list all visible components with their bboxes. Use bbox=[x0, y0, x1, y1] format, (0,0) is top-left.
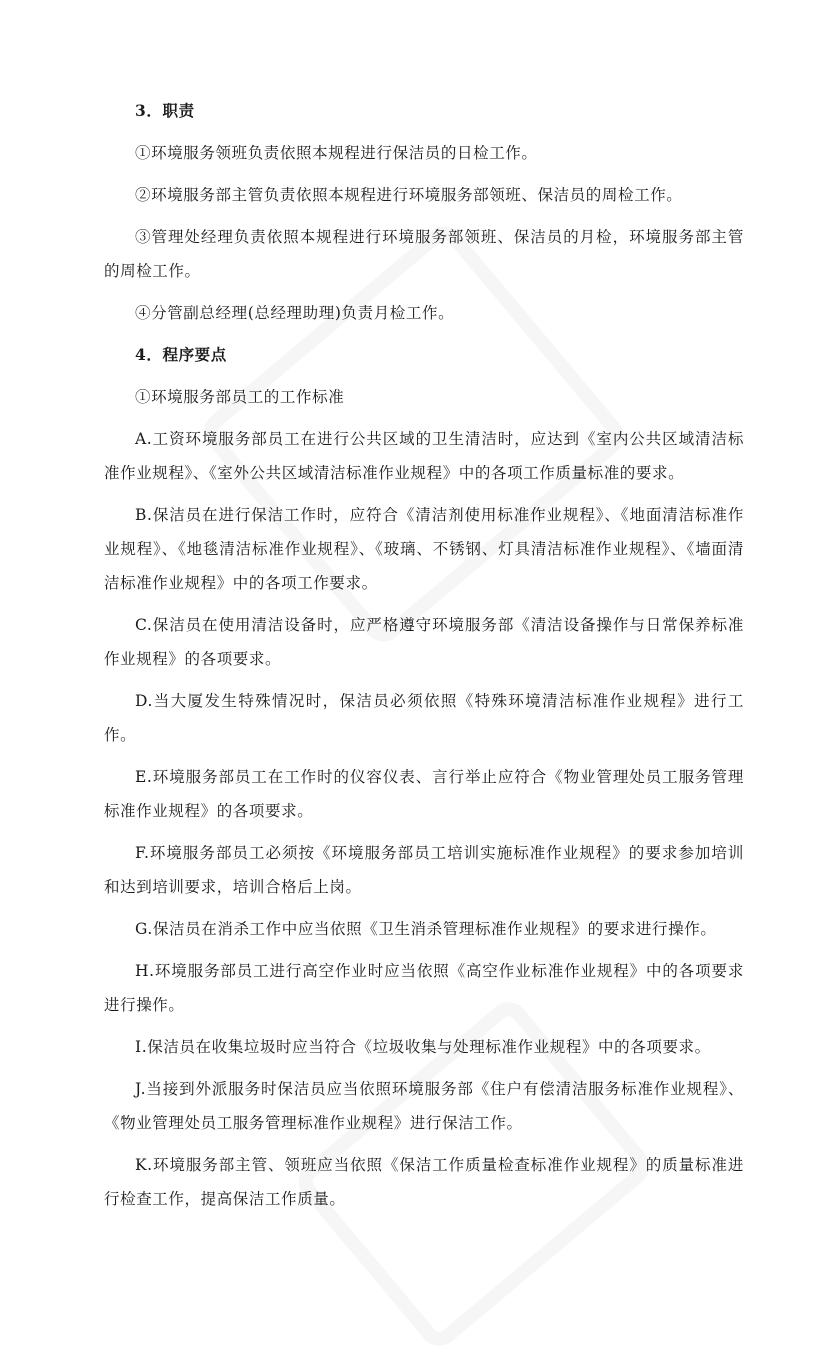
section-4-heading: 4．程序要点 bbox=[135, 345, 227, 364]
responsibility-item: ③管理处经理负责依照本规程进行环境服务部领班、保洁员的月检，环境服务部主管的周检工作。 bbox=[104, 228, 744, 280]
responsibility-item: ④分管副总经理(总经理助理)负责月检工作。 bbox=[135, 304, 455, 322]
procedure-item: B.保洁员在进行保洁工作时，应符合《清洁剂使用标准作业规程》、《地面清洁标准作业规程》、《地毯清洁标准作业规程》、《玻璃、不锈钢、灯具清洁标准作业规程》、《墙面清洁标准作业规程》中的各项工作要求。 bbox=[104, 506, 744, 592]
section-4-subheading: ①环境服务部员工的工作标准 bbox=[135, 388, 345, 406]
procedure-item: D.当大厦发生特殊情况时，保洁员必须依照《特殊环境清洁标准作业规程》进行工作。 bbox=[104, 692, 744, 744]
responsibility-item: ②环境服务部主管负责依照本规程进行环境服务部领班、保洁员的周检工作。 bbox=[135, 186, 683, 204]
document-body bbox=[104, 94, 744, 1224]
procedure-item: F.环境服务部员工必须按《环境服务部员工培训实施标准作业规程》的要求参加培训和达到培训要求，培训合格后上岗。 bbox=[104, 844, 744, 896]
procedure-item: A.工资环境服务部员工在进行公共区域的卫生清洁时，应达到《室内公共区域清洁标准作业规程》、《室外公共区域清洁标准作业规程》中的各项工作质量标准的要求。 bbox=[104, 430, 744, 482]
procedure-item: E.环境服务部员工在工作时的仪容仪表、言行举止应符合《物业管理处员工服务管理标准作业规程》的各项要求。 bbox=[104, 768, 744, 820]
procedure-item: C.保洁员在使用清洁设备时，应严格遵守环境服务部《清洁设备操作与日常保养标准作业规程》的各项要求。 bbox=[104, 616, 744, 668]
responsibility-item: ①环境服务领班负责依照本规程进行保洁员的日检工作。 bbox=[135, 144, 538, 162]
procedure-item: J.当接到外派服务时保洁员应当依照环境服务部《住户有偿清洁服务标准作业规程》、《物业管理处员工服务管理标准作业规程》进行保洁工作。 bbox=[104, 1080, 744, 1132]
procedure-item: G.保洁员在消杀工作中应当依照《卫生消杀管理标准作业规程》的要求进行操作。 bbox=[135, 920, 717, 938]
section-3-heading: 3．职责 bbox=[135, 101, 195, 120]
procedure-item: H.环境服务部员工进行高空作业时应当依照《高空作业标准作业规程》中的各项要求进行操作。 bbox=[104, 962, 744, 1014]
procedure-item: I.保洁员在收集垃圾时应当符合《垃圾收集与处理标准作业规程》中的各项要求。 bbox=[135, 1038, 711, 1056]
procedure-item: K.环境服务部主管、领班应当依照《保洁工作质量检查标准作业规程》的质量标准进行检查工作，提高保洁工作质量。 bbox=[104, 1156, 744, 1208]
